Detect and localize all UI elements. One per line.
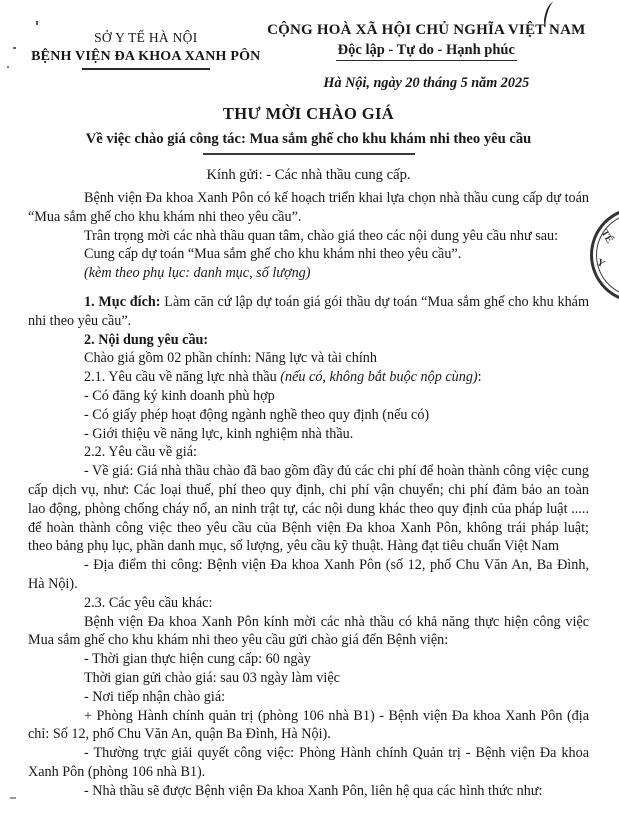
text-run: - Thường trực giải quyết công việc: Phòng Hành chính Quản trị - Bệnh viện Đa khoa Xanh Pôn (phòng 106 nhà B1). — [28, 745, 589, 780]
paragraph-8 — [28, 368, 589, 387]
paragraph-2 — [28, 227, 589, 246]
text-run: 2.2. Yêu cầu về giá: — [84, 444, 197, 461]
letterhead-right — [264, 22, 589, 92]
national-title: CỘNG HOÀ XÃ HỘI CHỦ NGHĨA VIỆT NAM — [267, 22, 586, 38]
document-body — [28, 189, 589, 801]
national-motto: Độc lập - Tự do - Hạnh phúc — [336, 42, 517, 61]
text-run: 1. Mục đích: — [84, 293, 161, 310]
paragraph-16 — [28, 613, 589, 651]
date-line: Hà Nội, ngày 20 tháng 5 năm 2025 — [323, 75, 530, 91]
letterhead — [28, 22, 589, 92]
paragraph-17 — [28, 650, 589, 669]
text-run: 2. Nội dung yêu cầu: — [84, 331, 209, 348]
paragraph-22 — [28, 782, 589, 801]
text-run: - Địa điểm thi công: Bệnh viện Đa khoa Xanh Pôn (số 12, phố Chu Văn An, Ba Đình, Hà Nội). — [28, 557, 589, 592]
text-run: - Nhà thầu sẽ được Bệnh viện Đa khoa Xanh Pôn, liên hệ qua các hình thức như: — [84, 782, 543, 799]
organization-underline — [82, 68, 210, 70]
text-run: Chào giá gồm 02 phần chính: Năng lực và tài chính — [84, 350, 377, 367]
paragraph-15 — [28, 594, 589, 613]
paragraph-10 — [28, 406, 589, 425]
stamp-arc-text-upper: TẾ — [598, 227, 615, 246]
text-run: - Giới thiệu về năng lực, kinh nghiệm nhà thầu. — [84, 425, 354, 442]
text-run: (kèm theo phụ lục: danh mục, số lượng) — [84, 265, 311, 282]
salutation: Kính gửi: - Các nhà thầu cung cấp. — [206, 167, 411, 183]
text-run: - Về giá: Giá nhà thầu chào đã bao gồm đầy đủ các chi phí để hoàn thành công việc cung cấp dịch vụ, như: Các loại thuế, phí theo quy định, chi phí vận chuyển; chi phí đảm bảo an toàn lao động, phòng chống cháy nổ, an ninh trật tự, các nội dung khác theo quy định của pháp luật ..... để hoàn thành công việc theo yêu cầu của Bệnh viện Đa khoa Xanh Pôn, không trái pháp luật; theo bảng phụ lục, phần danh mục, số lượng, yêu cầu kỹ thuật. Hàng đạt tiêu chuẩn Việt Nam — [28, 463, 589, 555]
document-title: THƯ MỜI CHÀO GIÁ — [222, 104, 395, 123]
paragraph-11 — [28, 425, 589, 444]
text-run: Thời gian gửi chào giá: sau 03 ngày làm việc — [84, 669, 340, 686]
paragraph-9 — [28, 387, 589, 406]
title-block — [28, 104, 589, 155]
text-run: : — [477, 369, 482, 386]
paragraph-14 — [28, 556, 589, 594]
paragraph-13 — [28, 462, 589, 556]
text-run: Bệnh viện Đa khoa Xanh Pôn có kế hoạch triển khai lựa chọn nhà thầu cung cấp dự toán “Mua sắm ghế cho khu khám nhi theo yêu cầu”. — [28, 190, 589, 225]
text-run: - Nơi tiếp nhận chào giá: — [84, 688, 226, 705]
paragraph-20 — [28, 707, 589, 745]
ink-speck — [13, 47, 16, 49]
text-run: 2.3. Các yêu cầu khác: — [84, 594, 213, 611]
paragraph-21 — [28, 744, 589, 782]
text-run: 2.1. Yêu cầu về năng lực nhà thầu — [84, 369, 281, 386]
text-run: Cung cấp dự toán “Mua sắm ghế cho khu khám nhi theo yêu cầu”. — [84, 246, 462, 263]
paragraph-18 — [28, 669, 589, 688]
paragraph-12 — [28, 443, 589, 462]
ink-speck — [36, 21, 38, 25]
subtitle-rule — [203, 153, 415, 155]
text-run: (nếu có, không bắt buộc nộp cùng) — [280, 369, 478, 386]
organization-name: BỆNH VIỆN ĐA KHOA XANH PÔN — [31, 49, 261, 64]
paragraph-4 — [28, 264, 589, 283]
letterhead-left — [28, 22, 264, 92]
document-subtitle: Về việc chào giá công tác: Mua sắm ghế cho khu khám nhi theo yêu cầu — [85, 131, 532, 147]
stamp-arc-text-lower: Y — [594, 256, 607, 271]
text-run: Làm căn cứ lập dự toán giá gói thầu dự toán “Mua sắm ghế cho khu khám nhi theo yêu cầu”. — [28, 293, 589, 329]
text-run: - Có đăng ký kinh doanh phù hợp — [84, 387, 275, 404]
issuing-department: SỞ Y TẾ HÀ NỘI — [94, 30, 198, 45]
ink-speck — [7, 66, 9, 68]
text-run: Bệnh viện Đa khoa Xanh Pôn kính mời các nhà thầu có khả năng thực hiện công việc Mua sắm ghế cho khu khám nhi theo yêu cầu gửi chào giá đến Bệnh viện: — [28, 613, 589, 649]
paragraph-3 — [28, 245, 589, 264]
text-run: - Thời gian thực hiện cung cấp: 60 ngày — [84, 651, 311, 668]
paragraph-1 — [28, 189, 589, 227]
paragraph-19 — [28, 688, 589, 707]
text-run: Trân trọng mời các nhà thầu quan tâm, chào giá theo các nội dung yêu cầu như sau: — [84, 227, 559, 244]
text-run: + Phòng Hành chính quản trị (phòng 106 nhà B1) - Bệnh viện Đa khoa Xanh Pôn (địa chỉ: Số 12, phố Chu Văn An, quận Ba Đình, Hà Nội). — [28, 707, 589, 743]
paragraph-6 — [28, 331, 589, 350]
text-run: - Có giấy phép hoạt động ngành nghề theo quy định (nếu có) — [84, 406, 430, 423]
paragraph-5 — [28, 293, 589, 331]
ink-speck — [10, 797, 16, 799]
paragraph-7 — [28, 349, 589, 368]
official-stamp — [590, 207, 619, 303]
